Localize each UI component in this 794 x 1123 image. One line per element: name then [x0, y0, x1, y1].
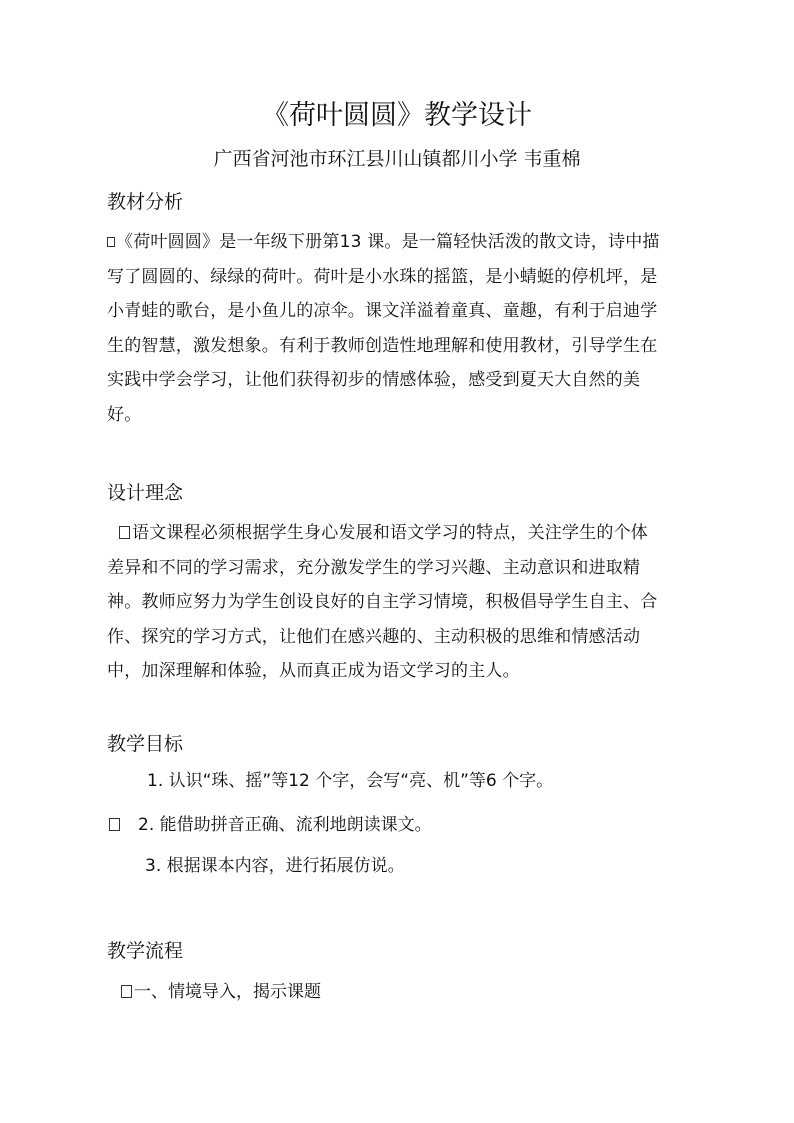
analysis-line: 《荷叶圆圆》是一年级下册第13 课。是一篇轻快活泼的散文诗，诗中描 [107, 225, 697, 260]
section-heading-concept: 设计理念 [107, 482, 184, 504]
section-heading-analysis: 教材分析 [107, 191, 184, 213]
goal-item: 1. 认识“珠、摇”等12 个字，会写“亮、机”等6 个字。 [147, 771, 554, 791]
concept-line: 作、探究的学习方式，让他们在感兴趣的、主动积极的思维和情感活动 [107, 626, 641, 647]
placeholder-box-icon [119, 526, 130, 539]
concept-line: 差异和不同的学习需求，充分激发学生的学习兴趣、主动意识和进取精 [107, 557, 641, 578]
section-heading-goals: 教学目标 [107, 733, 184, 755]
placeholder-box-icon [109, 818, 120, 831]
analysis-line: 生的智慧，激发想象。有利于教师创造性地理解和使用教材，引导学生在 [107, 335, 658, 356]
concept-line: 语文课程必须根据学生身心发展和语文学习的特点，关注学生的个体 [107, 516, 697, 551]
concept-paragraph [107, 516, 697, 689]
placeholder-box-icon [107, 237, 115, 247]
goal-item: 3. 根据课本内容，进行拓展仿说。 [145, 856, 405, 876]
goal-item: 2. 能借助拼音正确、流利地朗读课文。 [109, 812, 432, 838]
author-line: 广西省河池市环江县川山镇都川小学 韦重棉 [213, 148, 581, 170]
analysis-paragraph [107, 225, 697, 433]
concept-line: 神。教师应努力为学生创设良好的自主学习情境，积极倡导学生自主、合 [107, 592, 658, 613]
analysis-line: 写了圆圆的、绿绿的荷叶。荷叶是小水珠的摇篮，是小蜻蜓的停机坪，是 [107, 266, 658, 287]
document-title: 《荷叶圆圆》教学设计 [262, 100, 532, 131]
section-heading-process: 教学流程 [107, 940, 184, 962]
analysis-line: 实践中学会学习，让他们获得初步的情感体验，感受到夏天大自然的美 [107, 370, 641, 391]
analysis-line: 小青蛙的歌台，是小鱼儿的凉伞。课文洋溢着童真、童趣，有利于启迪学 [107, 301, 658, 322]
analysis-line: 好。 [107, 404, 142, 425]
process-step: 一、情境导入，揭示课题 [121, 979, 321, 1005]
placeholder-box-icon [121, 985, 132, 998]
concept-line: 中，加深理解和体验，从而真正成为语文学习的主人。 [107, 661, 520, 682]
